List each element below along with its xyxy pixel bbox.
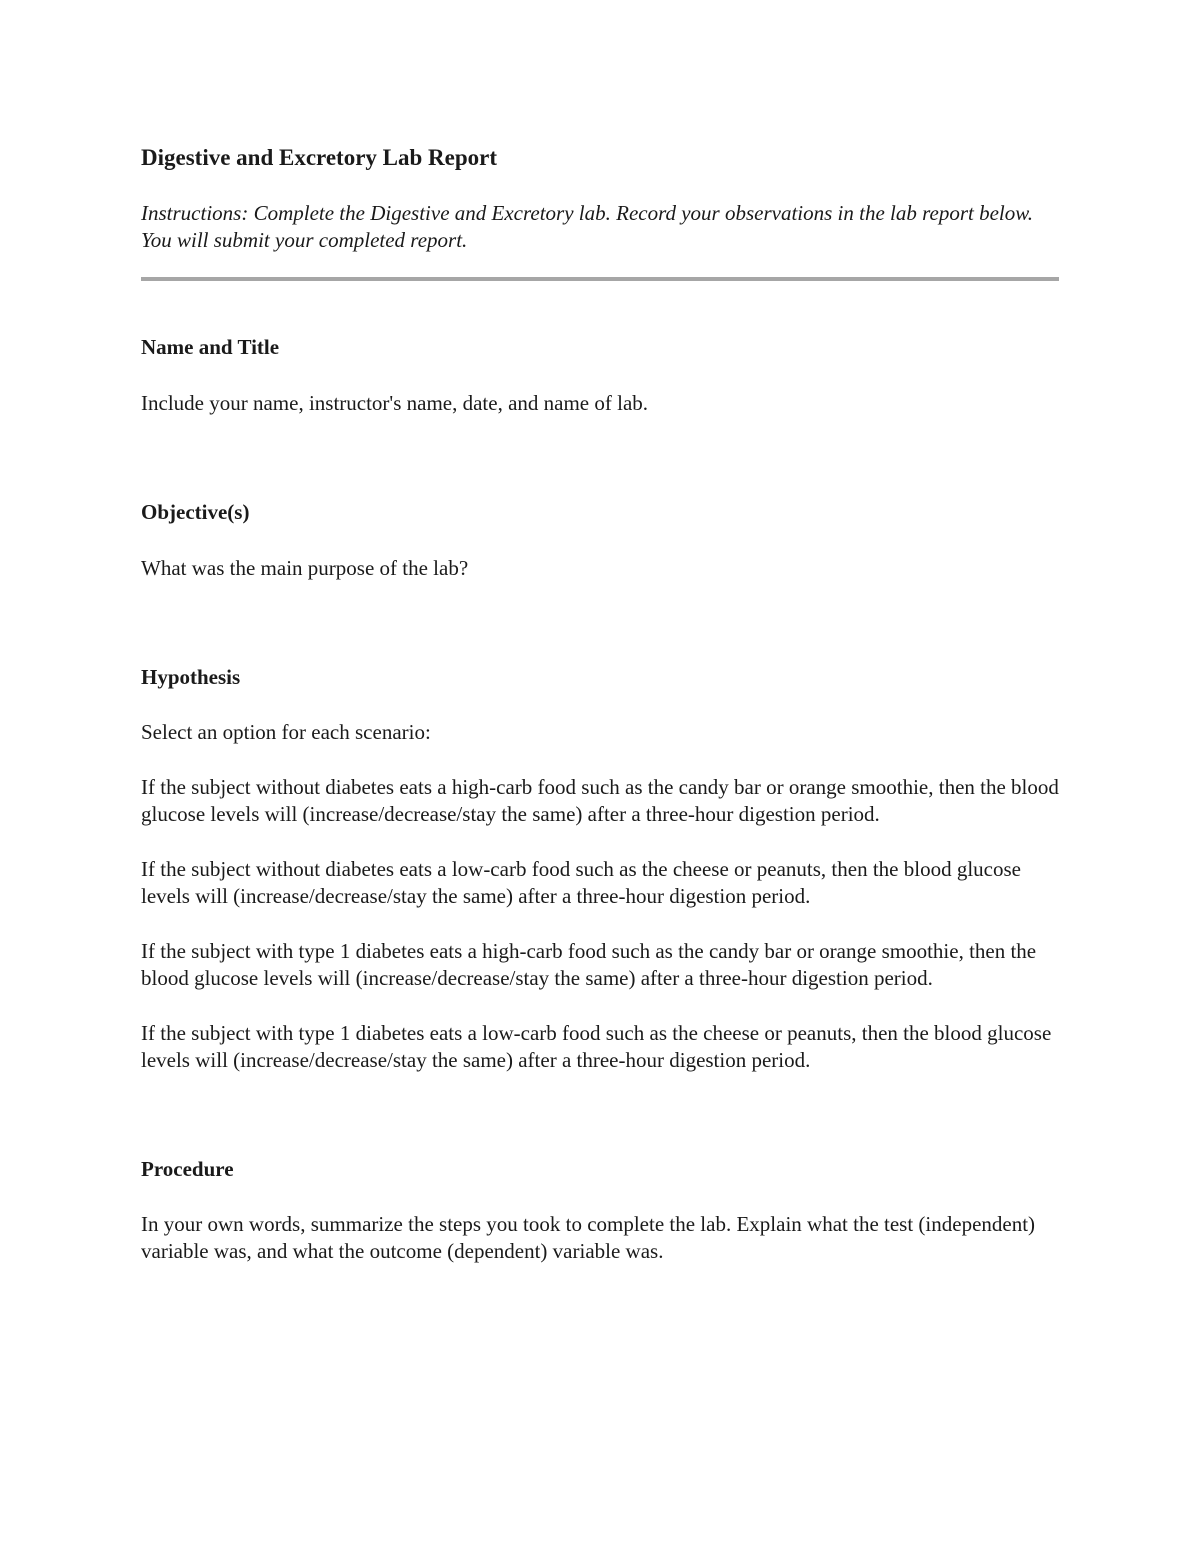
document-content <box>141 138 1059 1265</box>
section-heading-objectives: Objective(s) <box>141 500 250 524</box>
section-text-name-and-title: Include your name, instructor's name, date, and name of lab. <box>141 391 649 415</box>
hypothesis-scenario: If the subject with type 1 diabetes eats a high-carb food such as the candy bar or orange smoothie, then the blood glucose levels will (increase/decrease/stay the same) after a three-hour digestion period. <box>141 939 1037 990</box>
hypothesis-scenario: If the subject without diabetes eats a high-carb food such as the candy bar or orange smoothie, then the blood glucose levels will (increase/decrease/stay the same) after a three-hour digestion period. <box>141 775 1059 826</box>
section-heading-name-and-title: Name and Title <box>141 335 280 359</box>
section-heading-hypothesis: Hypothesis <box>141 665 241 689</box>
document-title: Digestive and Excretory Lab Report <box>141 145 498 170</box>
hypothesis-intro-text: Select an option for each scenario: <box>141 720 431 744</box>
section-text-procedure: In your own words, summarize the steps you took to complete the lab. Explain what the test (independent) variable was, and what the outcome (dependent) variable was. <box>141 1212 1036 1263</box>
hypothesis-scenario: If the subject with type 1 diabetes eats a low-carb food such as the cheese or peanuts, then the blood glucose levels will (increase/decrease/stay the same) after a three-hour digestion period. <box>141 1021 1052 1072</box>
section-heading-procedure: Procedure <box>141 1157 234 1181</box>
hypothesis-scenario: If the subject without diabetes eats a low-carb food such as the cheese or peanuts, then the blood glucose levels will (increase/decrease/stay the same) after a three-hour digestion period. <box>141 857 1021 908</box>
horizontal-divider <box>141 277 1059 281</box>
instructions-text: Instructions: Complete the Digestive and Excretory lab. Record your observations in the lab report below. You will submit your completed report. <box>141 201 1033 252</box>
section-text-objectives: What was the main purpose of the lab? <box>141 556 469 580</box>
